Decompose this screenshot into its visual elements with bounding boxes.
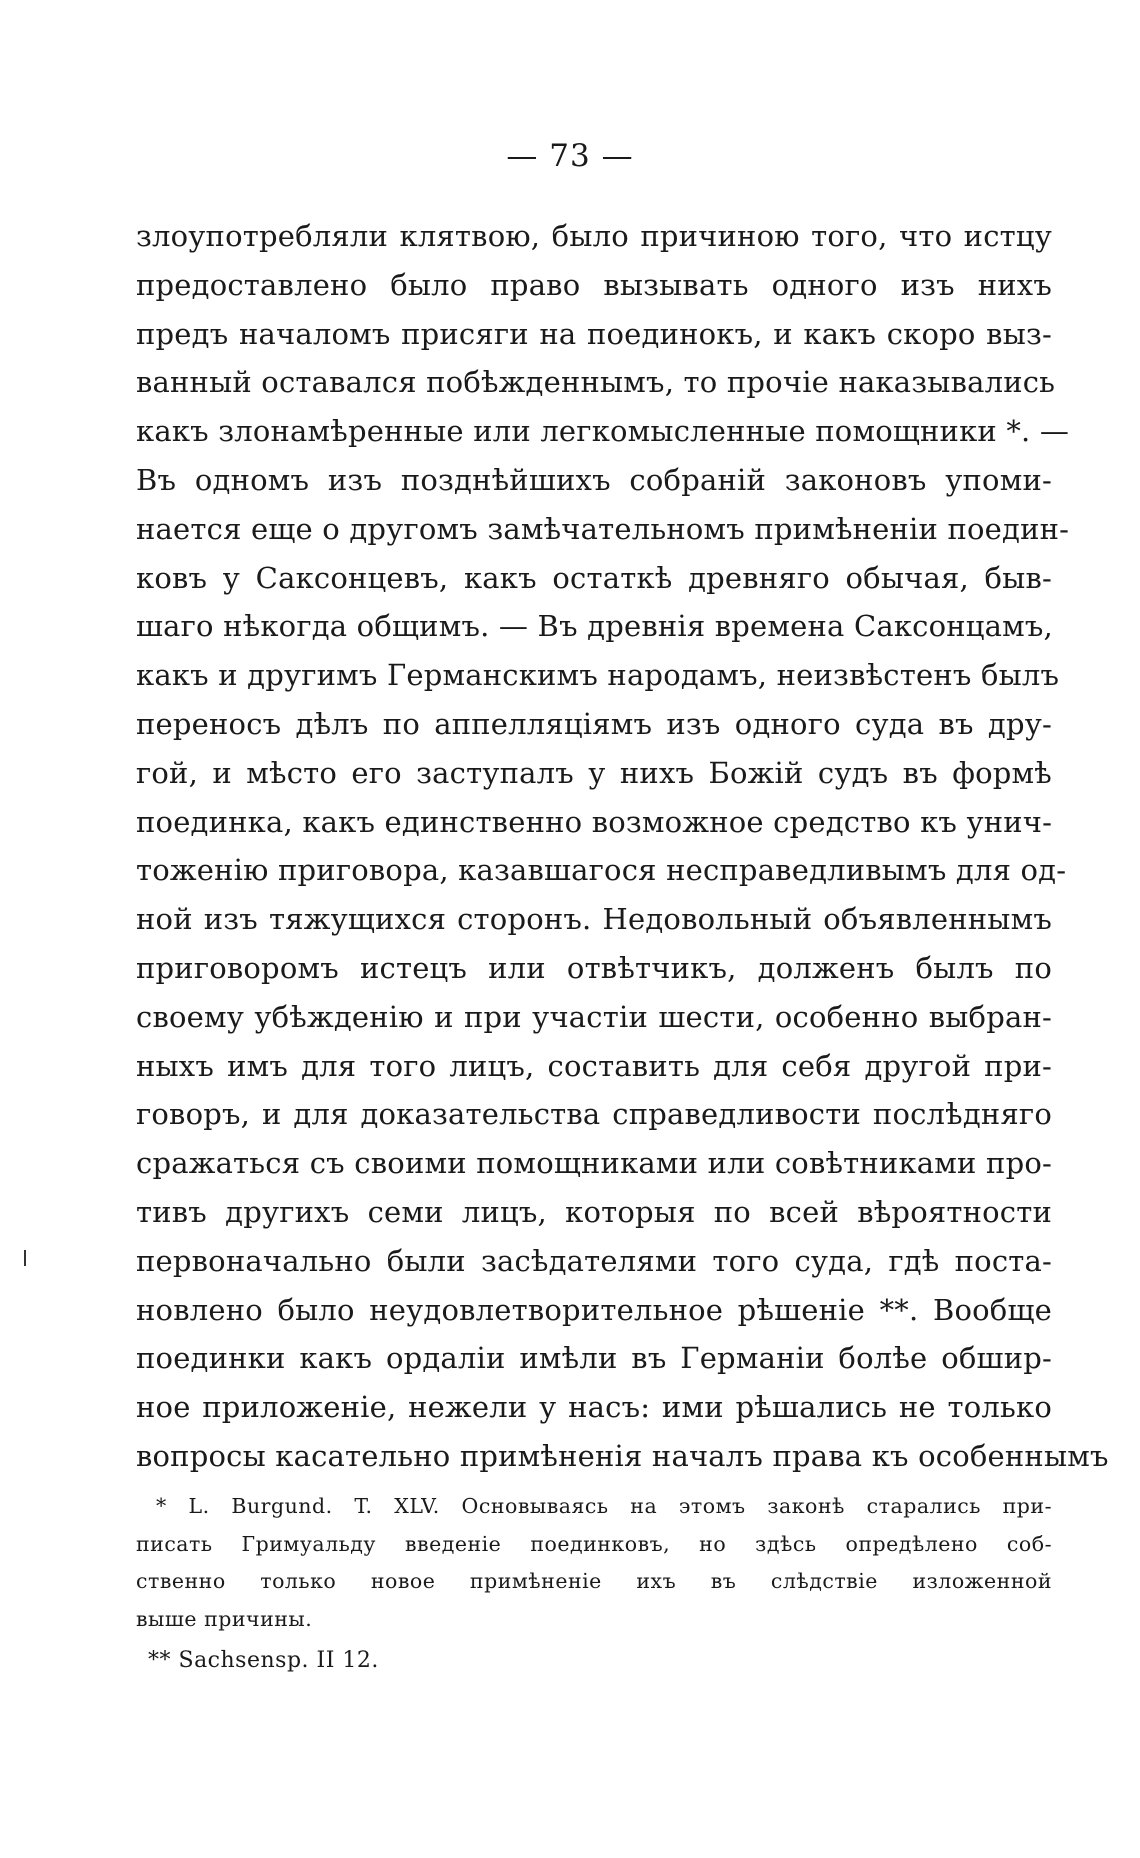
margin-mark bbox=[24, 1250, 26, 1266]
footnotes bbox=[136, 1488, 1052, 1680]
text-line: тоженiю приговора, казавшагося несправедливымъ для од- bbox=[136, 853, 1067, 888]
footnote-1-line: писать Гримуальду введенiе поединковъ, но здѣсь опредѣлено соб- bbox=[136, 1531, 1052, 1556]
text-line: предъ началомъ присяги на поединокъ, и какъ скоро выз- bbox=[136, 316, 1052, 351]
text-line: ковъ у Саксонцевъ, какъ остаткѣ древняго обычая, быв- bbox=[136, 560, 1052, 595]
text-line: новлено было неудовлетворительное рѣшенiе **. Вообще bbox=[136, 1292, 1052, 1327]
text-line: ванный оставался побѣжденнымъ, то прочiе наказывались bbox=[136, 365, 1056, 400]
text-line: злоупотребляли клятвою, было причиною того, что истцу bbox=[136, 219, 1052, 253]
text-line: приговоромъ истецъ или отвѣтчикъ, долженъ былъ по bbox=[136, 950, 1052, 985]
text-line: вопросы касательно примѣненiя началъ права къ особеннымъ bbox=[136, 1438, 1109, 1473]
text-line: какъ и другимъ Германскимъ народамъ, неизвѣстенъ былъ bbox=[136, 658, 1060, 693]
text-line: нается еще о другомъ замѣчательномъ примѣненiи поедин- bbox=[136, 511, 1070, 546]
text-line: первоначально были засѣдателями того суда, гдѣ поста- bbox=[136, 1243, 1052, 1278]
text-line: ное приложенiе, нежели у насъ: ими рѣшались не только bbox=[136, 1390, 1052, 1425]
text-line: сражаться съ своими помощниками или совѣтниками про- bbox=[136, 1146, 1052, 1181]
page-number: — 73 — bbox=[506, 138, 634, 174]
text-line: шаго нѣкогда общимъ. — Въ древнiя времена Саксонцамъ, bbox=[136, 609, 1053, 644]
text-line: Въ одномъ изъ позднѣйшихъ собранiй законовъ упоми- bbox=[136, 462, 1052, 497]
text-line: ной изъ тяжущихся сторонъ. Недовольный объявленнымъ bbox=[136, 902, 1052, 937]
text-line: переносъ дѣлъ по аппелляцiямъ изъ одного суда въ дру- bbox=[136, 706, 1052, 741]
footnote-1-line: ственно только новое примѣненiе ихъ въ слѣдствiе изложенной bbox=[136, 1569, 1052, 1593]
body-text bbox=[136, 212, 1109, 1481]
text-line: поединка, какъ единственно возможное средство къ унич- bbox=[136, 804, 1053, 839]
text-line: гой, и мѣсто его заступалъ у нихъ Божiй судъ въ формѣ bbox=[136, 755, 1052, 790]
text-line: своему убѣжденiю и при участiи шести, особенно выбран- bbox=[136, 999, 1052, 1034]
text-line: тивъ другихъ семи лицъ, которыя по всей вѣроятности bbox=[136, 1194, 1052, 1229]
text-line: поединки какъ ордалiи имѣли въ Германiи болѣе обшир- bbox=[136, 1341, 1052, 1376]
footnote-2: ** Sachsensp. II 12. bbox=[148, 1648, 379, 1673]
footnote-1-line: выше причины. bbox=[136, 1606, 313, 1631]
text-line: какъ злонамѣренные или легкомысленные помощники *. — bbox=[136, 414, 1070, 449]
footnote-1-line: * L. Burgund. T. XLV. Основываясь на этомъ законѣ старались при- bbox=[156, 1494, 1052, 1518]
text-line: предоставлено было право вызывать одного изъ нихъ bbox=[136, 267, 1052, 302]
text-line: ныхъ имъ для того лицъ, составить для себя другой при- bbox=[136, 1048, 1052, 1083]
text-line: говоръ, и для доказательства справедливости послѣдняго bbox=[136, 1097, 1052, 1132]
